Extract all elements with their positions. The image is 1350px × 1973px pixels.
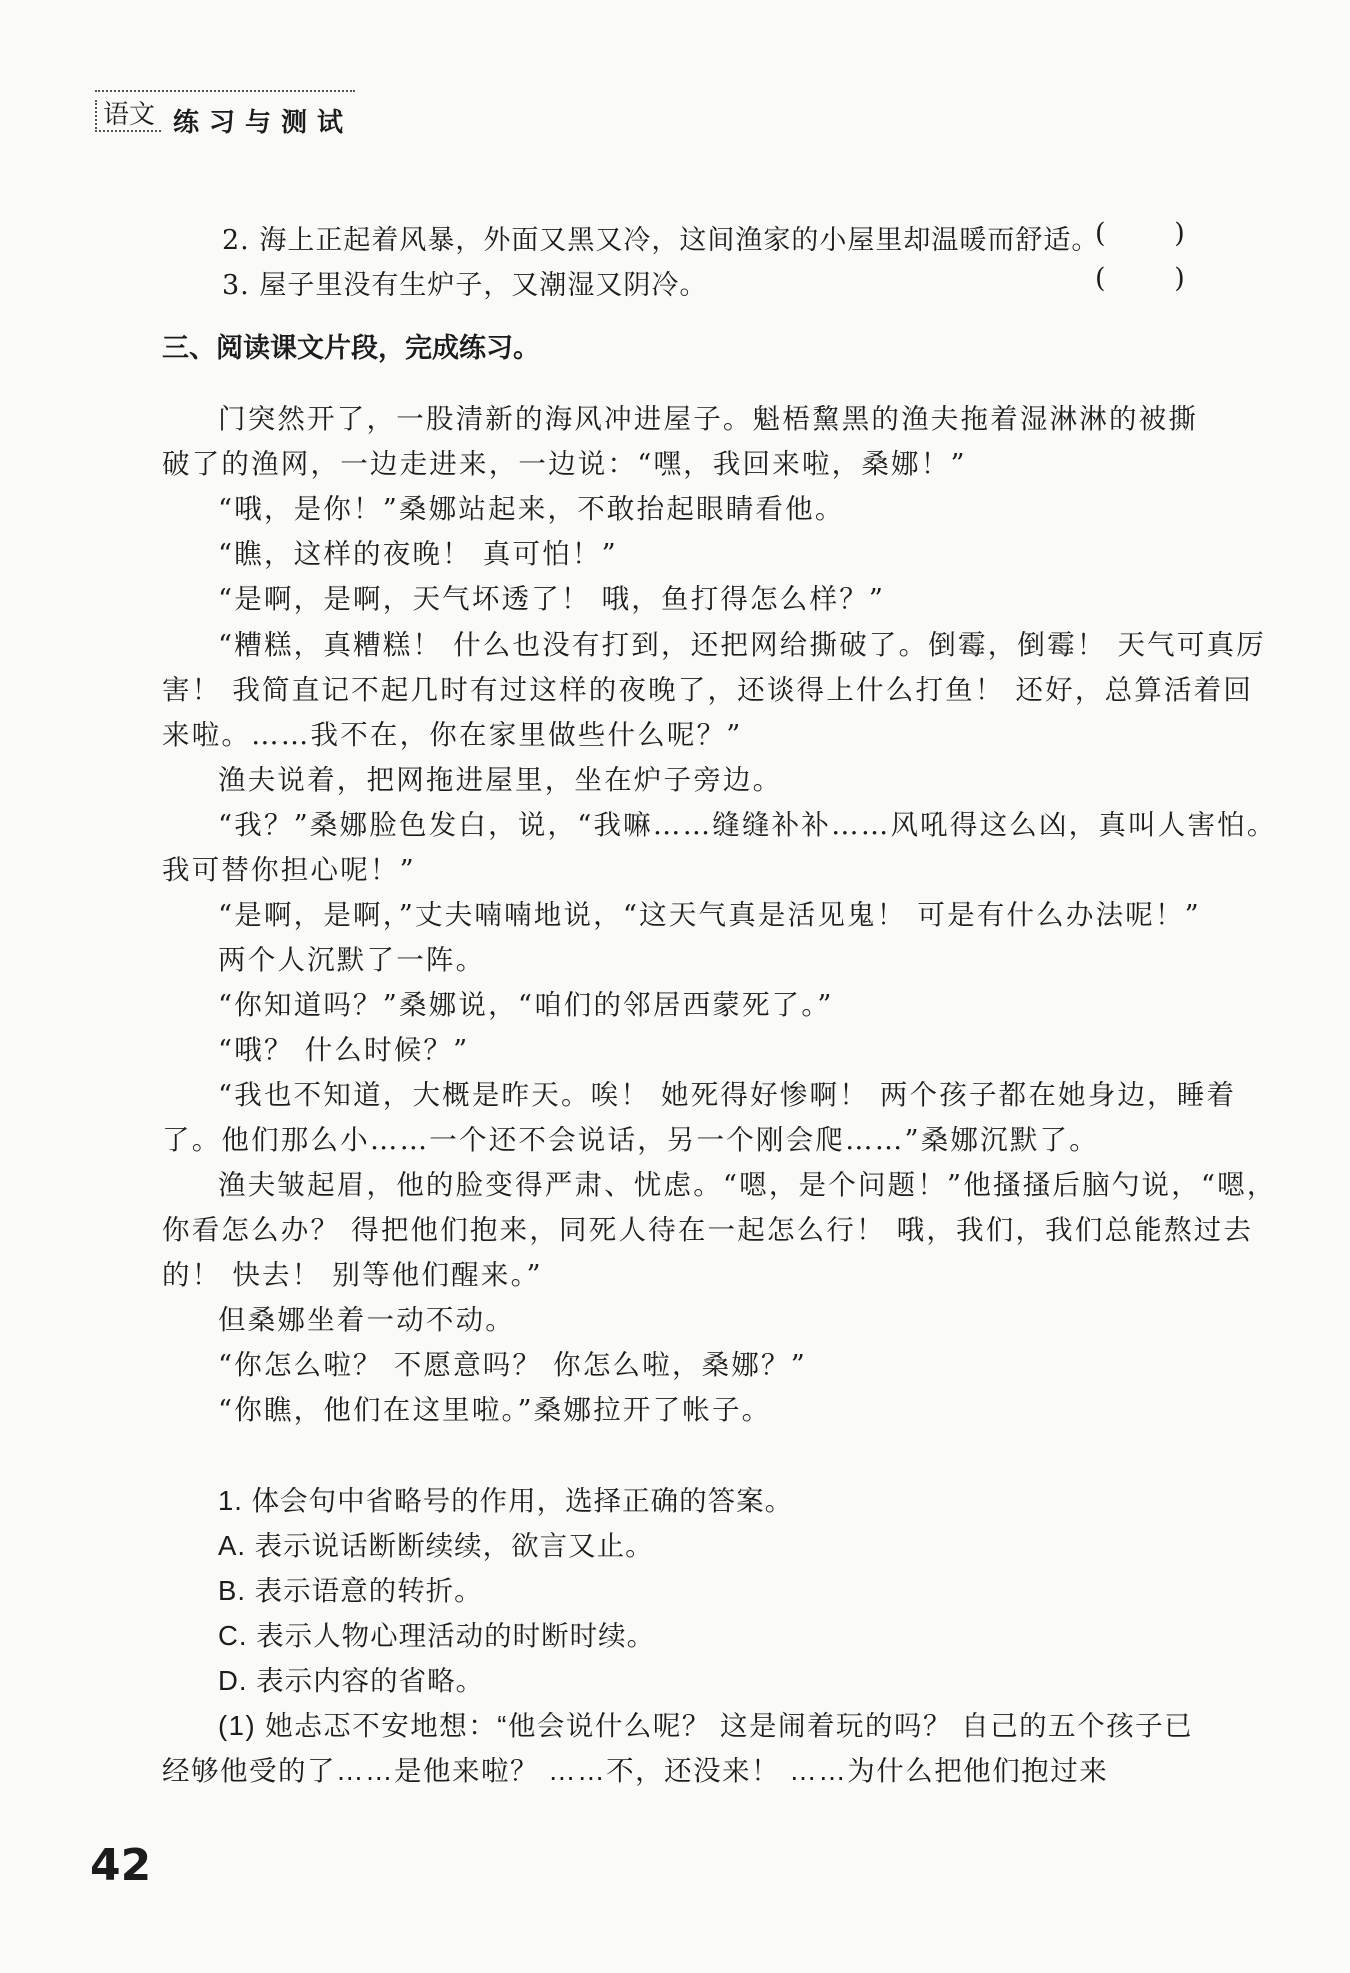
passage-line: “你瞧，他们在这里啦。”桑娜拉开了帐子。 [218,1394,772,1426]
item-1-line-2: 经够他受的了……是他来啦？ ……不，还没来！ ……为什么把他们抱过来 [162,1755,1109,1786]
page-number: 42 [90,1840,152,1891]
passage-line: “你怎么啦？ 不愿意吗？ 你怎么啦，桑娜？” [218,1349,807,1381]
passage-line: “糟糕，真糟糕！ 什么也没有打到，还把网给撕破了。倒霉，倒霉！ 天气可真厉 [218,629,1266,661]
exercise-prompt: 1. 体会句中省略号的作用，选择正确的答案。 [218,1485,794,1516]
passage-line: 你看怎么办？ 得把他们抱来，同死人待在一起怎么行！ 哦，我们，我们总能熬过去 [162,1214,1254,1246]
passage-line: 来啦。……我不在，你在家里做些什么呢？” [162,719,743,751]
page-header [95,90,355,138]
passage-line: “瞧，这样的夜晚！ 真可怕！” [218,538,618,570]
answer-blank-3: ( ) [1095,263,1185,294]
passage-line: “我也不知道，大概是昨天。唉！ 她死得好惨啊！ 两个孩子都在她身边，睡着 [218,1079,1237,1111]
option-d: D. 表示内容的省略。 [218,1665,485,1696]
passage-line: 门突然开了，一股清新的海风冲进屋子。魁梧黧黑的渔夫拖着湿淋淋的被撕 [218,403,1199,435]
book-title: 练习与测试 [173,108,354,138]
passage-line: 破了的渔网，一边走进来，一边说：“嘿，我回来啦，桑娜！” [162,448,967,480]
section-title: 三、阅读课文片段，完成练习。 [162,333,540,364]
answer-blank-2: ( ) [1095,218,1185,249]
passage-line: 渔夫皱起眉，他的脸变得严肃、忧虑。“嗯，是个问题！”他搔搔后脑勺说，“嗯， [218,1169,1277,1201]
passage-line: “哦，是你！”桑娜站起来，不敢抬起眼睛看他。 [218,493,845,525]
question-3: 3. 屋子里没有生炉子，又潮湿又阴冷。 [222,270,708,301]
passage-line: “我？”桑娜脸色发白，说，“我嘛……缝缝补补……风吼得这么凶，真叫人害怕。 [218,809,1277,841]
passage-line: “你知道吗？”桑娜说，“咱们的邻居西蒙死了。” [218,989,834,1021]
option-b: B. 表示语意的转折。 [218,1575,483,1606]
passage-line: “哦？ 什么时候？” [218,1034,470,1066]
passage-line: 的！ 快去！ 别等他们醒来。” [162,1259,543,1291]
passage-line: 渔夫说着，把网拖进屋里，坐在炉子旁边。 [218,764,783,796]
passage-line: 我可替你担心呢！” [162,854,416,886]
option-a: A. 表示说话断断续续，欲言又止。 [218,1530,654,1561]
passage-line: 两个人沉默了一阵。 [218,944,486,976]
passage-line: 但桑娜坐着一动不动。 [218,1304,515,1336]
passage-line: “是啊，是啊，天气坏透了！ 哦，鱼打得怎么样？” [218,583,886,615]
subject-label: 语文 [95,100,161,132]
passage-line: 了。他们那么小……一个还不会说话，另一个刚会爬……”桑娜沉默了。 [162,1124,1099,1156]
passage-line: 害！ 我简直记不起几时有过这样的夜晚了，还谈得上什么打鱼！ 还好，总算活着回 [162,674,1254,706]
passage-line: “是啊，是啊，”丈夫喃喃地说，“这天气真是活见鬼！ 可是有什么办法呢！” [218,899,1201,931]
option-c: C. 表示人物心理活动的时断时续。 [218,1620,656,1651]
question-2: 2. 海上正起着风暴，外面又黑又冷，这间渔家的小屋里却温暖而舒适。 [222,225,1100,256]
item-1-line-1: (1) 她忐忑不安地想：“他会说什么呢？ 这是闹着玩的吗？ 自己的五个孩子已 [218,1710,1194,1741]
